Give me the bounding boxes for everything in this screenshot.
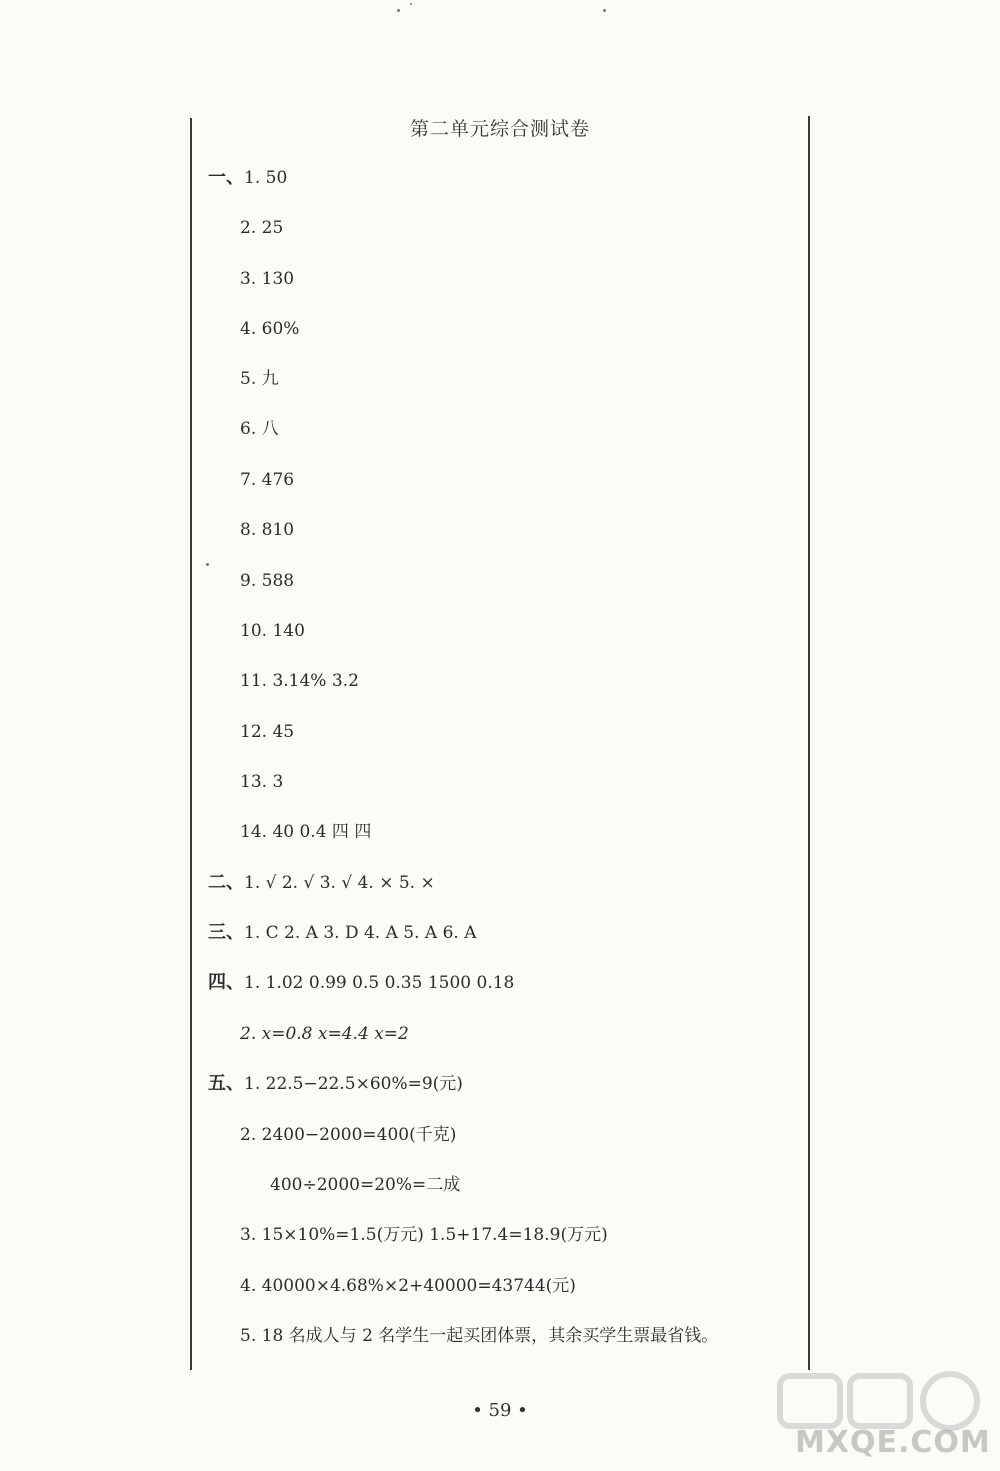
answer-line: 13. 3 — [240, 772, 284, 792]
left-margin-rule — [190, 118, 192, 1370]
answer-line: 7. 476 — [240, 470, 295, 490]
answer-line: 10. 140 — [240, 621, 305, 641]
page-number: • 59 • — [472, 1400, 528, 1421]
answer-text: 1. 1.02 0.99 0.5 0.35 1500 0.18 — [244, 973, 515, 993]
answer-text: 1. C 2. A 3. D 4. A 5. A 6. A — [244, 923, 477, 943]
answer-line: 12. 45 — [240, 722, 295, 742]
section-5-row-1 — [208, 1073, 463, 1095]
section-1-row-1 — [208, 167, 287, 189]
section-label: 四、 — [208, 972, 244, 993]
section-label: 一、 — [208, 167, 244, 188]
answer-line: 400÷2000=20%=二成 — [270, 1175, 461, 1195]
answer-text: 1. 22.5−22.5×60%=9(元) — [244, 1074, 463, 1094]
scan-speck — [603, 9, 606, 12]
answer-line: 5. 18 名成人与 2 名学生一起买团体票，其余买学生票最省钱。 — [240, 1326, 719, 1346]
section-label: 三、 — [208, 922, 244, 943]
answer-line: 14. 40 0.4 四 四 — [240, 822, 372, 842]
answer-text: 1. √ 2. √ 3. √ 4. × 5. × — [244, 873, 435, 893]
answer-line: 2. 25 — [240, 218, 284, 238]
scan-speck — [410, 3, 412, 5]
answer-line: 4. 40000×4.68%×2+40000=43744(元) — [240, 1276, 576, 1296]
section-label: 二、 — [208, 872, 244, 893]
watermark-text: MXQE.COM — [795, 1425, 991, 1460]
answer-line: 9. 588 — [240, 571, 295, 591]
section-3-row-1 — [208, 922, 477, 944]
page-title: 第二单元综合测试卷 — [409, 118, 590, 140]
answer-line: 3. 130 — [240, 269, 295, 289]
scan-speck — [397, 9, 400, 12]
answer-line: 4. 60% — [240, 319, 300, 339]
section-2-row-1 — [208, 872, 435, 894]
answer-line: 3. 15×10%=1.5(万元) 1.5+17.4=18.9(万元) — [240, 1225, 608, 1245]
right-margin-rule — [808, 116, 810, 1370]
answer-line: 6. 八 — [240, 419, 279, 439]
answer-line: 5. 九 — [240, 369, 279, 389]
answer-line: 2. x=0.8 x=4.4 x=2 — [240, 1024, 409, 1044]
answer-line: 11. 3.14% 3.2 — [240, 671, 359, 691]
scan-speck — [206, 563, 209, 566]
answer-line: 8. 810 — [240, 520, 295, 540]
answer-text: 1. 50 — [244, 168, 288, 188]
answer-line: 2. 2400−2000=400(千克) — [240, 1125, 457, 1145]
section-4-row-1 — [208, 972, 514, 994]
section-label: 五、 — [208, 1073, 244, 1094]
